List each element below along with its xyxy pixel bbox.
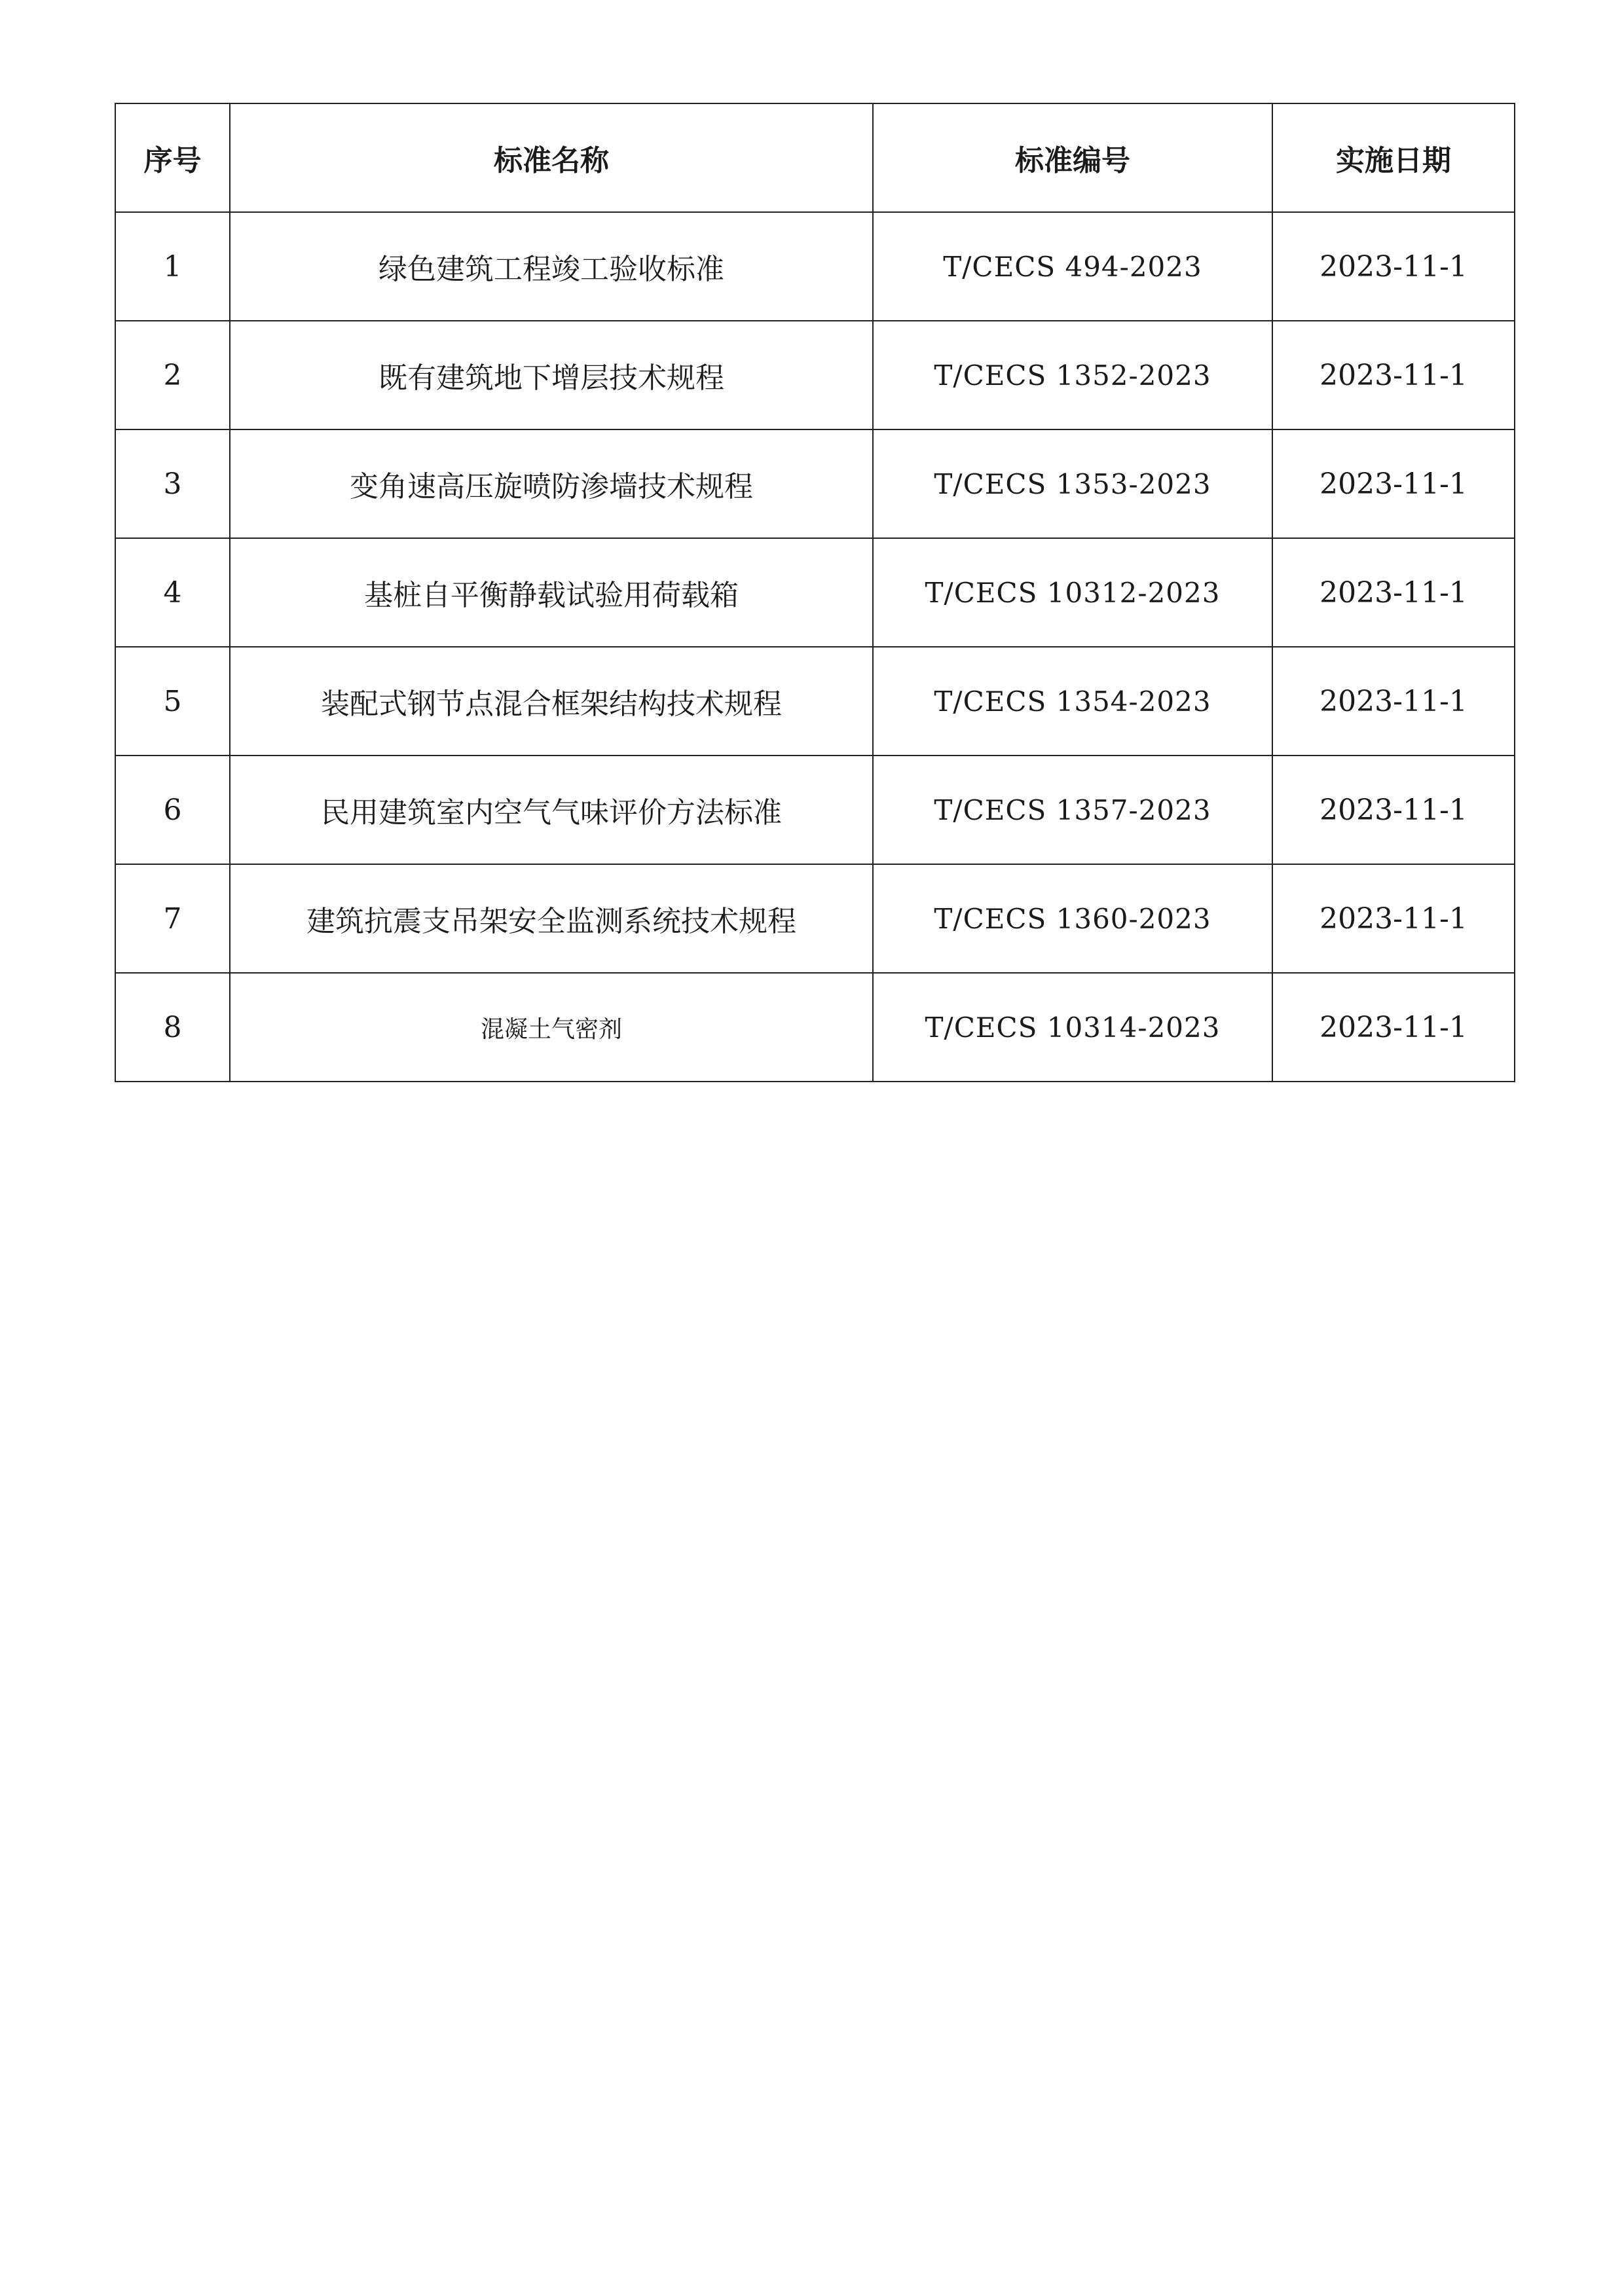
table-row (115, 321, 1515, 429)
row-seq: 2 (115, 321, 230, 429)
row-code: T/CECS 494-2023 (873, 212, 1272, 321)
row-code: T/CECS 1357-2023 (873, 756, 1272, 864)
row-name: 混凝土气密剂 (230, 973, 873, 1082)
table-row (115, 864, 1515, 973)
row-date: 2023-11-1 (1272, 647, 1515, 756)
row-seq: 4 (115, 538, 230, 647)
header-code: 标准编号 (873, 103, 1272, 212)
row-name: 装配式钢节点混合框架结构技术规程 (230, 647, 873, 756)
row-seq: 5 (115, 647, 230, 756)
row-date: 2023-11-1 (1272, 212, 1515, 321)
row-date: 2023-11-1 (1272, 321, 1515, 429)
row-name: 建筑抗震支吊架安全监测系统技术规程 (230, 864, 873, 973)
row-date: 2023-11-1 (1272, 756, 1515, 864)
row-code: T/CECS 10314-2023 (873, 973, 1272, 1082)
row-code: T/CECS 1352-2023 (873, 321, 1272, 429)
header-name: 标准名称 (230, 103, 873, 212)
row-date: 2023-11-1 (1272, 864, 1515, 973)
row-date: 2023-11-1 (1272, 538, 1515, 647)
table-header-row (115, 103, 1515, 212)
table-row (115, 538, 1515, 647)
standards-table (115, 103, 1515, 1082)
row-seq: 8 (115, 973, 230, 1082)
row-code: T/CECS 1360-2023 (873, 864, 1272, 973)
row-name: 基桩自平衡静载试验用荷载箱 (230, 538, 873, 647)
row-seq: 3 (115, 429, 230, 538)
header-date: 实施日期 (1272, 103, 1515, 212)
row-code: T/CECS 1353-2023 (873, 429, 1272, 538)
row-date: 2023-11-1 (1272, 429, 1515, 538)
row-code: T/CECS 10312-2023 (873, 538, 1272, 647)
row-seq: 7 (115, 864, 230, 973)
table-row (115, 429, 1515, 538)
row-seq: 6 (115, 756, 230, 864)
row-name: 绿色建筑工程竣工验收标准 (230, 212, 873, 321)
row-date: 2023-11-1 (1272, 973, 1515, 1082)
row-code: T/CECS 1354-2023 (873, 647, 1272, 756)
row-name: 既有建筑地下增层技术规程 (230, 321, 873, 429)
table-row (115, 647, 1515, 756)
row-name: 变角速高压旋喷防渗墙技术规程 (230, 429, 873, 538)
table-row (115, 756, 1515, 864)
table-row (115, 973, 1515, 1082)
table-row (115, 212, 1515, 321)
row-seq: 1 (115, 212, 230, 321)
header-seq: 序号 (115, 103, 230, 212)
row-name: 民用建筑室内空气气味评价方法标准 (230, 756, 873, 864)
